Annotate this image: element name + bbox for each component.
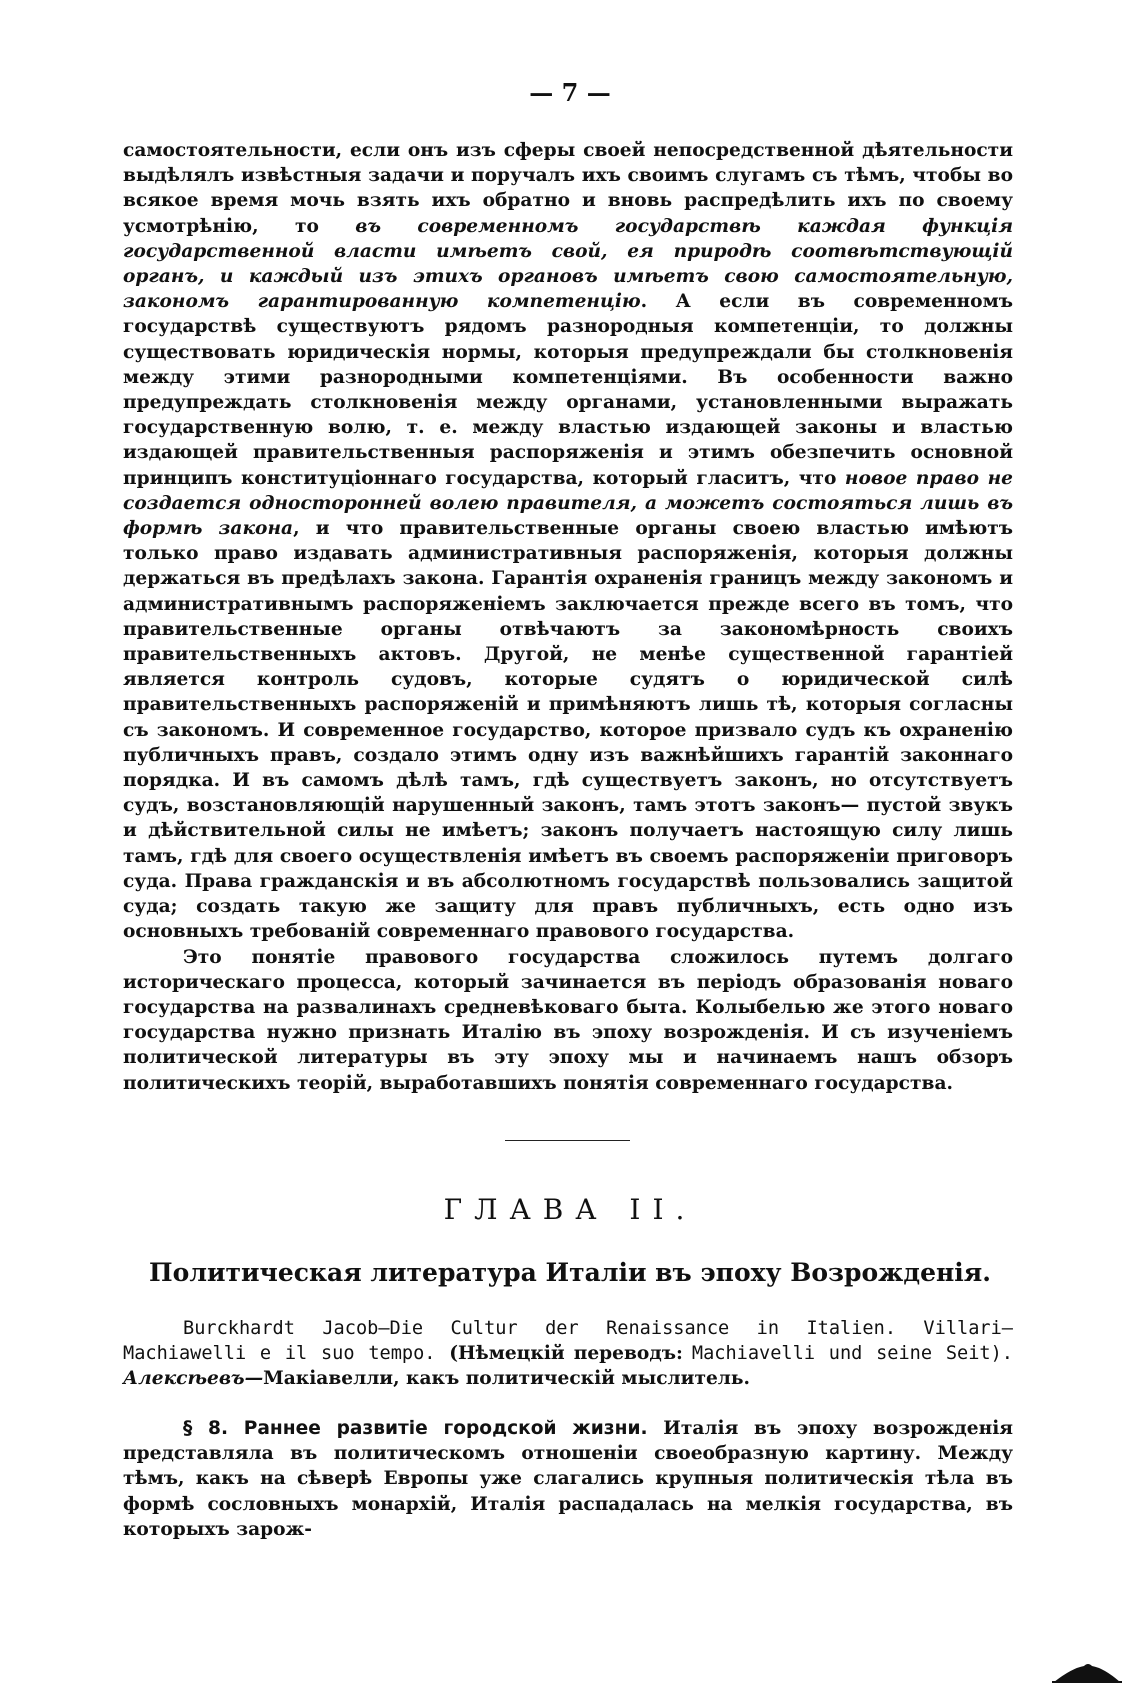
page-number: — 7 — <box>529 78 611 107</box>
section-divider <box>505 1140 630 1141</box>
p1-emphasis-1: въ современномъ государствѣ каждая функція государственной власти имѣетъ свой, ея природѣ соотвѣтствующій органъ, и каждый изъ этихъ органовъ имѣетъ свою самостоятельную, закономъ гарантированную компетенцію <box>123 215 1013 313</box>
p1-text-c: , и что правительственные органы своею властью имѣютъ только право издавать административныя распоряженія, которыя должны держаться въ предѣлахъ закона. Гарантія охраненія границъ между закономъ и административнымъ распоряженіемъ заключается прежде всего въ томъ, что правительственные органы отвѣчаютъ за закономѣрность своихъ правительственныхъ актовъ. Другой, не менѣе существенной гарантіей является контроль судовъ, которые судятъ о юридической силѣ правительственныхъ распоряженій и примѣняютъ лишь тѣ, которыя согласны съ закономъ. И современное государство, которое призвало судъ къ охраненію публичныхъ правъ, создало этимъ одну изъ важнѣйшихъ гарантій законнаго порядка. И въ самомъ дѣлѣ тамъ, гдѣ существуетъ законъ, но отсутствуетъ судъ, возстановляющій нарушенный законъ, тамъ этотъ законъ— пустой звукъ и дѣйствительной силы не имѣетъ; законъ получаетъ настоящую силу лишь тамъ, гдѣ для своего осуществленія имѣетъ въ своемъ распоряженіи приговоръ суда. Права гражданскія и въ абсолютномъ государствѣ пользовались защитой суда; создать такую же защиту для правъ публичныхъ, есть одно изъ основныхъ требованій современнаго правового государства. <box>123 518 1013 943</box>
bib-part-1: Burckhardt Jacob—Die Cultur der Renaissance in Italien. Villari—Machiawelli e il suo tempo. <box>123 1318 1013 1365</box>
chapter-subtitle: Политическая литература Италіи въ эпоху Возрожденія. <box>149 1258 991 1287</box>
bib-part-2: (Нѣмецкій переводъ: <box>449 1343 692 1365</box>
p1-text-b: . А если въ современномъ государствѣ существуютъ рядомъ разнородныя компетенціи, то должны существовать юридическія нормы, которыя предупреждали бы столкновенія между этими разнородными компетенціями. Въ особенности важно предупреждать столкновенія между органами, установленными выражать государственную волю, т. е. между властью издающей законы и властью издающей правительственныя распоряженія и этимъ обезпечить основной принципъ конституціоннаго государства, который гласитъ, что <box>123 291 1013 489</box>
bibliography <box>123 1316 1013 1392</box>
paragraph-2: Это понятіе правового государства сложилось путемъ долгаго историческаго процесса, который зачинается въ періодъ образованія новаго государства на развалинахъ средневѣковаго быта. Колыбелью же этого новаго государства нужно признать Италію въ эпоху возрожденія. И съ изученіемъ политической литературы въ эту эпоху мы и начинаемъ нашъ обзоръ политическихъ теорій, выработавшихъ понятія современнаго государства. <box>123 946 1013 1094</box>
bib-part-3: Machiavelli und seine Seit). <box>691 1343 1013 1365</box>
chapter-title: ГЛАВА II. <box>443 1193 697 1226</box>
bib-part-5: Макіавелли, какъ политическій мыслитель. <box>263 1368 750 1390</box>
section-8 <box>123 1416 1013 1542</box>
paragraph-1 <box>123 138 1013 945</box>
printer-ornament-icon <box>1052 1662 1122 1688</box>
section-8-text: Италія въ эпоху возрожденія представляла въ политическомъ отношеніи своеобразную картину. Между тѣмъ, какъ на сѣверѣ Европы уже слагались крупныя политическія тѣла въ формѣ сословныхъ монархій, Италія распадалась на мелкія государства, въ которыхъ зарож- <box>123 1418 1013 1540</box>
body-text <box>123 138 1013 1096</box>
p1-emphasis-2: новое право не создается односторонней волею правителя, а можетъ состояться лишь въ формѣ закона <box>123 467 1013 540</box>
bib-part-4: Алексѣевъ— <box>123 1368 264 1390</box>
p1-text-a: самостоятельности, если онъ изъ сферы своей непосредственной дѣятельности выдѣлялъ извѣстныя задачи и поручалъ ихъ своимъ слугамъ съ тѣмъ, чтобы во всякое время мочь взять ихъ обратно и вновь распредѣлить ихъ по своему усмотрѣнію, то <box>123 140 1013 237</box>
section-8-heading: § 8. Раннее развитіе городской жизни. <box>183 1418 648 1439</box>
